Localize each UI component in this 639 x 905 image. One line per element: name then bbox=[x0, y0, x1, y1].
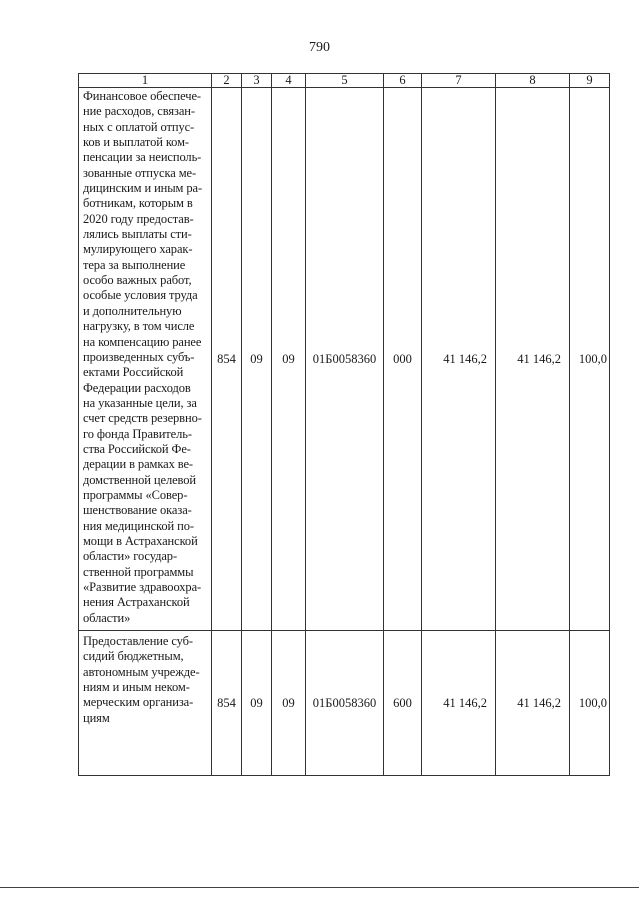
description-line: области» государ- bbox=[83, 549, 178, 564]
cell-subsection-code: 09 bbox=[272, 631, 306, 776]
description-line: области» bbox=[83, 610, 131, 625]
column-header-9: 9 bbox=[570, 74, 610, 88]
description-line: и дополнительную bbox=[83, 303, 182, 318]
column-header-8: 8 bbox=[496, 74, 570, 88]
column-header-2: 2 bbox=[212, 74, 242, 88]
row-description bbox=[79, 631, 212, 776]
description-line: зованные отпуска ме- bbox=[83, 165, 197, 180]
description-line: ственной программы bbox=[83, 564, 194, 579]
description-line: особо важных работ, bbox=[83, 273, 192, 288]
description-line: Финансовое обеспече- bbox=[83, 89, 201, 103]
table-header-row bbox=[79, 74, 610, 88]
description-line: 2020 году предостав- bbox=[83, 211, 194, 226]
description-line: ства Российской Фе- bbox=[83, 441, 191, 456]
description-line: шенствование оказа- bbox=[83, 503, 192, 518]
cell-executed-amount: 41 146,2 bbox=[496, 88, 570, 631]
description-line: тера за выполнение bbox=[83, 257, 186, 272]
description-line: счет средств резервно- bbox=[83, 411, 202, 426]
description-line: сидий бюджетным, bbox=[83, 649, 184, 664]
description-line: нагрузку, в том числе bbox=[83, 319, 195, 334]
description-line: программы «Совер- bbox=[83, 487, 188, 502]
description-line: ния медицинской по- bbox=[83, 518, 194, 533]
cell-section-code: 09 bbox=[242, 631, 272, 776]
table-row bbox=[79, 631, 610, 776]
cell-executed-amount: 41 146,2 bbox=[496, 631, 570, 776]
description-line: ектами Российской bbox=[83, 365, 184, 380]
description-line: Федерации расходов bbox=[83, 380, 191, 395]
cell-execution-percent: 100,0 bbox=[570, 88, 610, 631]
description-line: произведенных субъ- bbox=[83, 349, 195, 364]
description-line: на компенсацию ранее bbox=[83, 334, 202, 349]
description-line: ботникам, которым в bbox=[83, 196, 193, 211]
cell-ministry-code: 854 bbox=[212, 631, 242, 776]
cell-section-code: 09 bbox=[242, 88, 272, 631]
cell-expense-type: 000 bbox=[384, 88, 422, 631]
description-line: ков и выплатой ком- bbox=[83, 135, 189, 150]
column-header-4: 4 bbox=[272, 74, 306, 88]
description-line: нения Астраханской bbox=[83, 595, 190, 610]
description-line: Предоставление суб- bbox=[83, 634, 193, 648]
cell-execution-percent: 100,0 bbox=[570, 631, 610, 776]
column-header-6: 6 bbox=[384, 74, 422, 88]
column-header-5: 5 bbox=[306, 74, 384, 88]
description-line: мерческим организа- bbox=[83, 695, 194, 710]
description-line: автономным учрежде- bbox=[83, 664, 200, 679]
cell-approved-amount: 41 146,2 bbox=[422, 631, 496, 776]
description-line: дерации в рамках ве- bbox=[83, 457, 193, 472]
description-line: мощи в Астраханской bbox=[83, 533, 198, 548]
description-line: ных с оплатой отпус- bbox=[83, 119, 195, 134]
cell-ministry-code: 854 bbox=[212, 88, 242, 631]
description-line: ниям и иным неком- bbox=[83, 680, 190, 695]
page-number: 790 bbox=[309, 40, 330, 55]
cell-approved-amount: 41 146,2 bbox=[422, 88, 496, 631]
row-description bbox=[79, 88, 212, 631]
column-header-3: 3 bbox=[242, 74, 272, 88]
cell-expense-type: 600 bbox=[384, 631, 422, 776]
description-line: ние расходов, связан- bbox=[83, 104, 195, 119]
description-line: лялись выплаты сти- bbox=[83, 227, 192, 242]
page-bottom-rule bbox=[0, 887, 639, 888]
description-line: домственной целевой bbox=[83, 472, 196, 487]
description-line: циям bbox=[83, 710, 110, 725]
column-header-7: 7 bbox=[422, 74, 496, 88]
description-line: го фонда Правитель- bbox=[83, 426, 192, 441]
description-line: мулирующего харак- bbox=[83, 242, 193, 257]
description-line: пенсации за неисполь- bbox=[83, 150, 202, 165]
description-line: дицинским и иным ра- bbox=[83, 181, 203, 196]
column-header-1: 1 bbox=[79, 74, 212, 88]
description-line: особые условия труда bbox=[83, 288, 198, 303]
budget-table bbox=[78, 73, 610, 776]
cell-target-article: 01Б0058360 bbox=[306, 88, 384, 631]
description-line: «Развитие здравоохра- bbox=[83, 580, 202, 594]
cell-target-article: 01Б0058360 bbox=[306, 631, 384, 776]
description-line: на указанные цели, за bbox=[83, 395, 197, 410]
table-row bbox=[79, 88, 610, 631]
cell-subsection-code: 09 bbox=[272, 88, 306, 631]
